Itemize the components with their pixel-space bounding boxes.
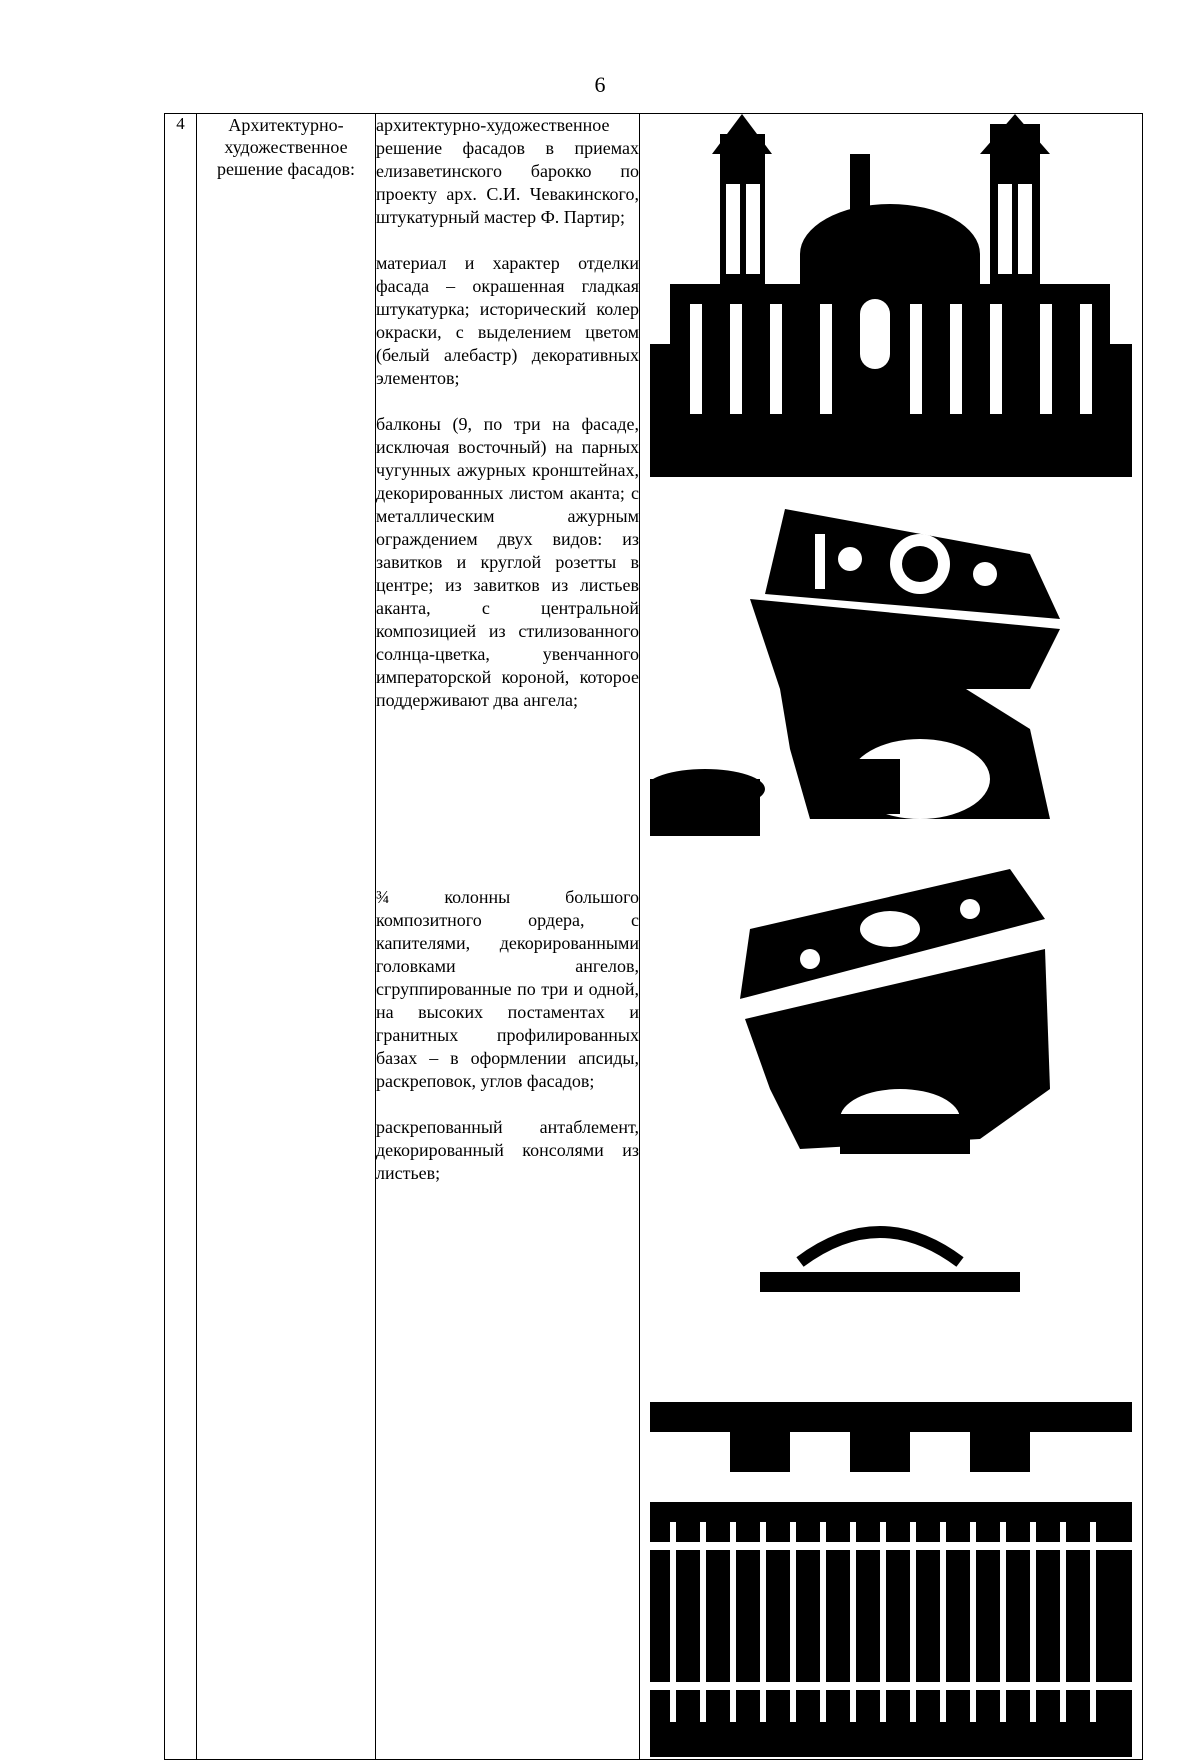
description-paragraph-4: ¾ колонны большого композитного ордера, с капителями, декорированными головками ангелов, сгруппированные по три и одной, на высоких постаментах и гранитных профилированных базах – в оформлении апсиды, раскреповок, углов фасадов;	[376, 887, 639, 1091]
cathedral-facade-photo	[650, 114, 1132, 477]
row-number: 4	[165, 114, 197, 1760]
row-description	[376, 114, 640, 1760]
description-paragraph-3: балконы (9, по три на фасаде, исключая восточный) на парных чугунных ажурных кронштейнах, декорированных листом аканта; с металлическим ажурным ограждением двух видов: из завитков и круглой розетты в центре; из завитков из листьев аканта, с центральной композицией из стилизованного солнца-цветка, увенчанного императорской короной, которое поддерживают два ангела;	[376, 414, 639, 710]
table-row	[165, 114, 1143, 1760]
description-paragraph-2: материал и характер отделки фасада – окрашенная гладкая штукатурка; исторический колер окраски, с выделением цветом (белый алебастр) декоративных элементов;	[376, 253, 639, 388]
page-number: 6	[594, 72, 606, 97]
document-table	[164, 113, 1143, 1760]
description-paragraph-1: архитектурно-художественное решение фасадов в приемах елизаветинского барокко по проекту арх. С.И. Чевакинского, штукатурный мастер Ф. Партир;	[376, 115, 639, 227]
facade-columns-fence-photo	[650, 1202, 1132, 1757]
balcony-acanthus-railing-photo	[650, 849, 1132, 1189]
photos-cell	[640, 114, 1143, 1760]
balcony-rosette-railing-photo	[650, 489, 1132, 836]
description-paragraph-5: раскрепованный антаблемент, декорированный консолями из листьев;	[376, 1117, 639, 1183]
row-name: Архитектурно-художественное решение фасадов:	[197, 114, 376, 1760]
